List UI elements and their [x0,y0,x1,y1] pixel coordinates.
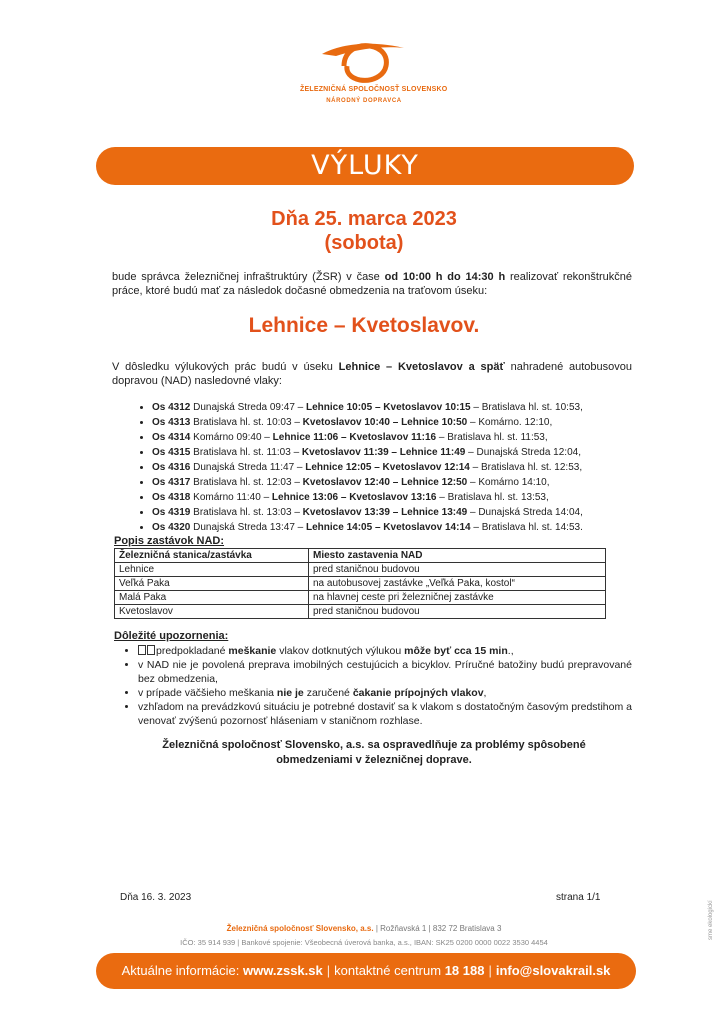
warnings-title: Dôležité upozornenia: [114,630,229,642]
page-number: strana 1/1 [556,892,601,903]
date-heading: Dňa 25. marca 2023 [271,208,457,230]
list-item: • Os 4318 Komárno 11:40 – Lehnice 13:06 – Kvetoslavov 13:16 – Bratislava hl. st. 13:53, [152,490,652,505]
list-item: • v NAD nie je povolená preprava imobilných cestujúcich a bicyklov. Príručné batožiny budú prepravované bez obmedzenia, [138,658,632,686]
day-of-week: (sobota) [324,232,404,254]
list-item: • Os 4317 Bratislava hl. st. 12:03 – Kvetoslavov 12:40 – Lehnice 12:50 – Komárno 14:10, [152,475,652,490]
table-row: Malá Paka na hlavnej ceste pri železničnej zastávke [115,591,606,605]
zssk-logo [300,38,448,118]
list-item: • Os 4312 Dunajská Streda 09:47 – Lehnice 10:05 – Kvetoslavov 10:15 – Bratislava hl. st. 10:53, [152,400,652,415]
list-item: • vzhľadom na prevádzkovú situáciu je potrebné dostaviť sa k vlakom s dostatočným časovým predstihom a venovať zvýšenú pozornosť hláseniam v staničnom rozhlase. [138,700,632,728]
list-item: • Os 4319 Bratislava hl. st. 13:03 – Kvetoslavov 13:39 – Lehnice 13:49 – Dunajská Streda 14:04, [152,505,652,520]
nad-paragraph: V dôsledku výlukových prác budú v úseku Lehnice – Kvetoslavov a späť nahradené autobusovou dopravou (NAD) nasledovné vlaky: [112,361,633,387]
issue-date: Dňa 16. 3. 2023 [120,892,192,903]
zssk-logo-icon [300,38,428,88]
list-item: • Os 4314 Komárno 09:40 – Lehnice 11:06 – Kvetoslavov 11:16 – Bratislava hl. st. 11:53, [152,430,652,445]
list-item: • Os 4313 Bratislava hl. st. 10:03 – Kvetoslavov 10:40 – Lehnice 10:50 – Komárno. 12:10, [152,415,652,430]
eco-note: sme ekologickí [708,900,714,940]
logo-company-name: ŽELEZNIČNÁ SPOLOČNOSŤ SLOVENSKO [300,86,448,93]
intro-paragraph: bude správca železničnej infraštruktúry (ŽSR) v čase od 10:00 h do 14:30 h realizovať rekonštrukčné práce, ktoré budú mať za následok dočasné obmedzenia na traťovom úseku: [112,271,632,297]
bank-details: IČO: 35 914 939 | Bankové spojenie: Všeobecná úverová banka, a.s., IBAN: SK25 0200 0000 0022 3530 4454 [180,938,548,947]
apology-text: Železničná spoločnosť Slovensko, a.s. sa ospravedlňuje za problémy spôsobené obmedzeniami v železničnej doprave. [162,739,586,766]
list-item: • Os 4316 Dunajská Streda 11:47 – Lehnice 12:05 – Kvetoslavov 12:14 – Bratislava hl. st. 12:53, [152,460,652,475]
table-row: Lehnice pred staničnou budovou [115,563,606,577]
table-row: Veľká Paka na autobusovej zastávke „Veľká Paka, kostol“ [115,577,606,591]
route-heading: Lehnice – Kvetoslavov. [248,314,480,337]
train-list [128,400,652,535]
list-item: • Os 4320 Dunajská Streda 13:47 – Lehnice 14:05 – Kvetoslavov 14:14 – Bratislava hl. st. 14:53. [152,520,652,535]
nad-stops-title: Popis zastávok NAD: [114,535,225,547]
list-item: • v prípade väčšieho meškania nie je zaručené čakanie prípojných vlakov, [138,686,632,700]
list-item: • predpokladané meškanie vlakov dotknutých výlukou môže byť cca 15 min., [138,644,632,658]
website-link[interactable]: www.zssk.sk [243,963,323,978]
nad-stops-table [114,548,606,619]
list-item: • Os 4315 Bratislava hl. st. 11:03 – Kvetoslavov 11:39 – Lehnice 11:49 – Dunajská Streda 12:04, [152,445,652,460]
table-header-row: Železničná stanica/zastávka Miesto zastavenia NAD [115,549,606,563]
logo-subtitle: NÁRODNÝ DOPRAVCA [326,98,402,104]
company-address: Železničná spoločnosť Slovensko, a.s. | Rožňavská 1 | 832 72 Bratislava 3 [226,924,502,933]
contact-bar: Aktuálne informácie: www.zssk.sk | kontaktné centrum 18 188 | info@slovakrail.sk [96,953,636,989]
missing-glyph-icon [147,645,155,655]
email-link[interactable]: info@slovakrail.sk [495,963,611,978]
phone-number[interactable]: 18 188 [444,963,485,978]
warnings-list [114,644,632,728]
table-row: Kvetoslavov pred staničnou budovou [115,605,606,619]
missing-glyph-icon [138,645,146,655]
intro-time: od 10:00 h do 14:30 h [384,271,506,283]
title-banner: VÝLUKY [96,147,634,185]
